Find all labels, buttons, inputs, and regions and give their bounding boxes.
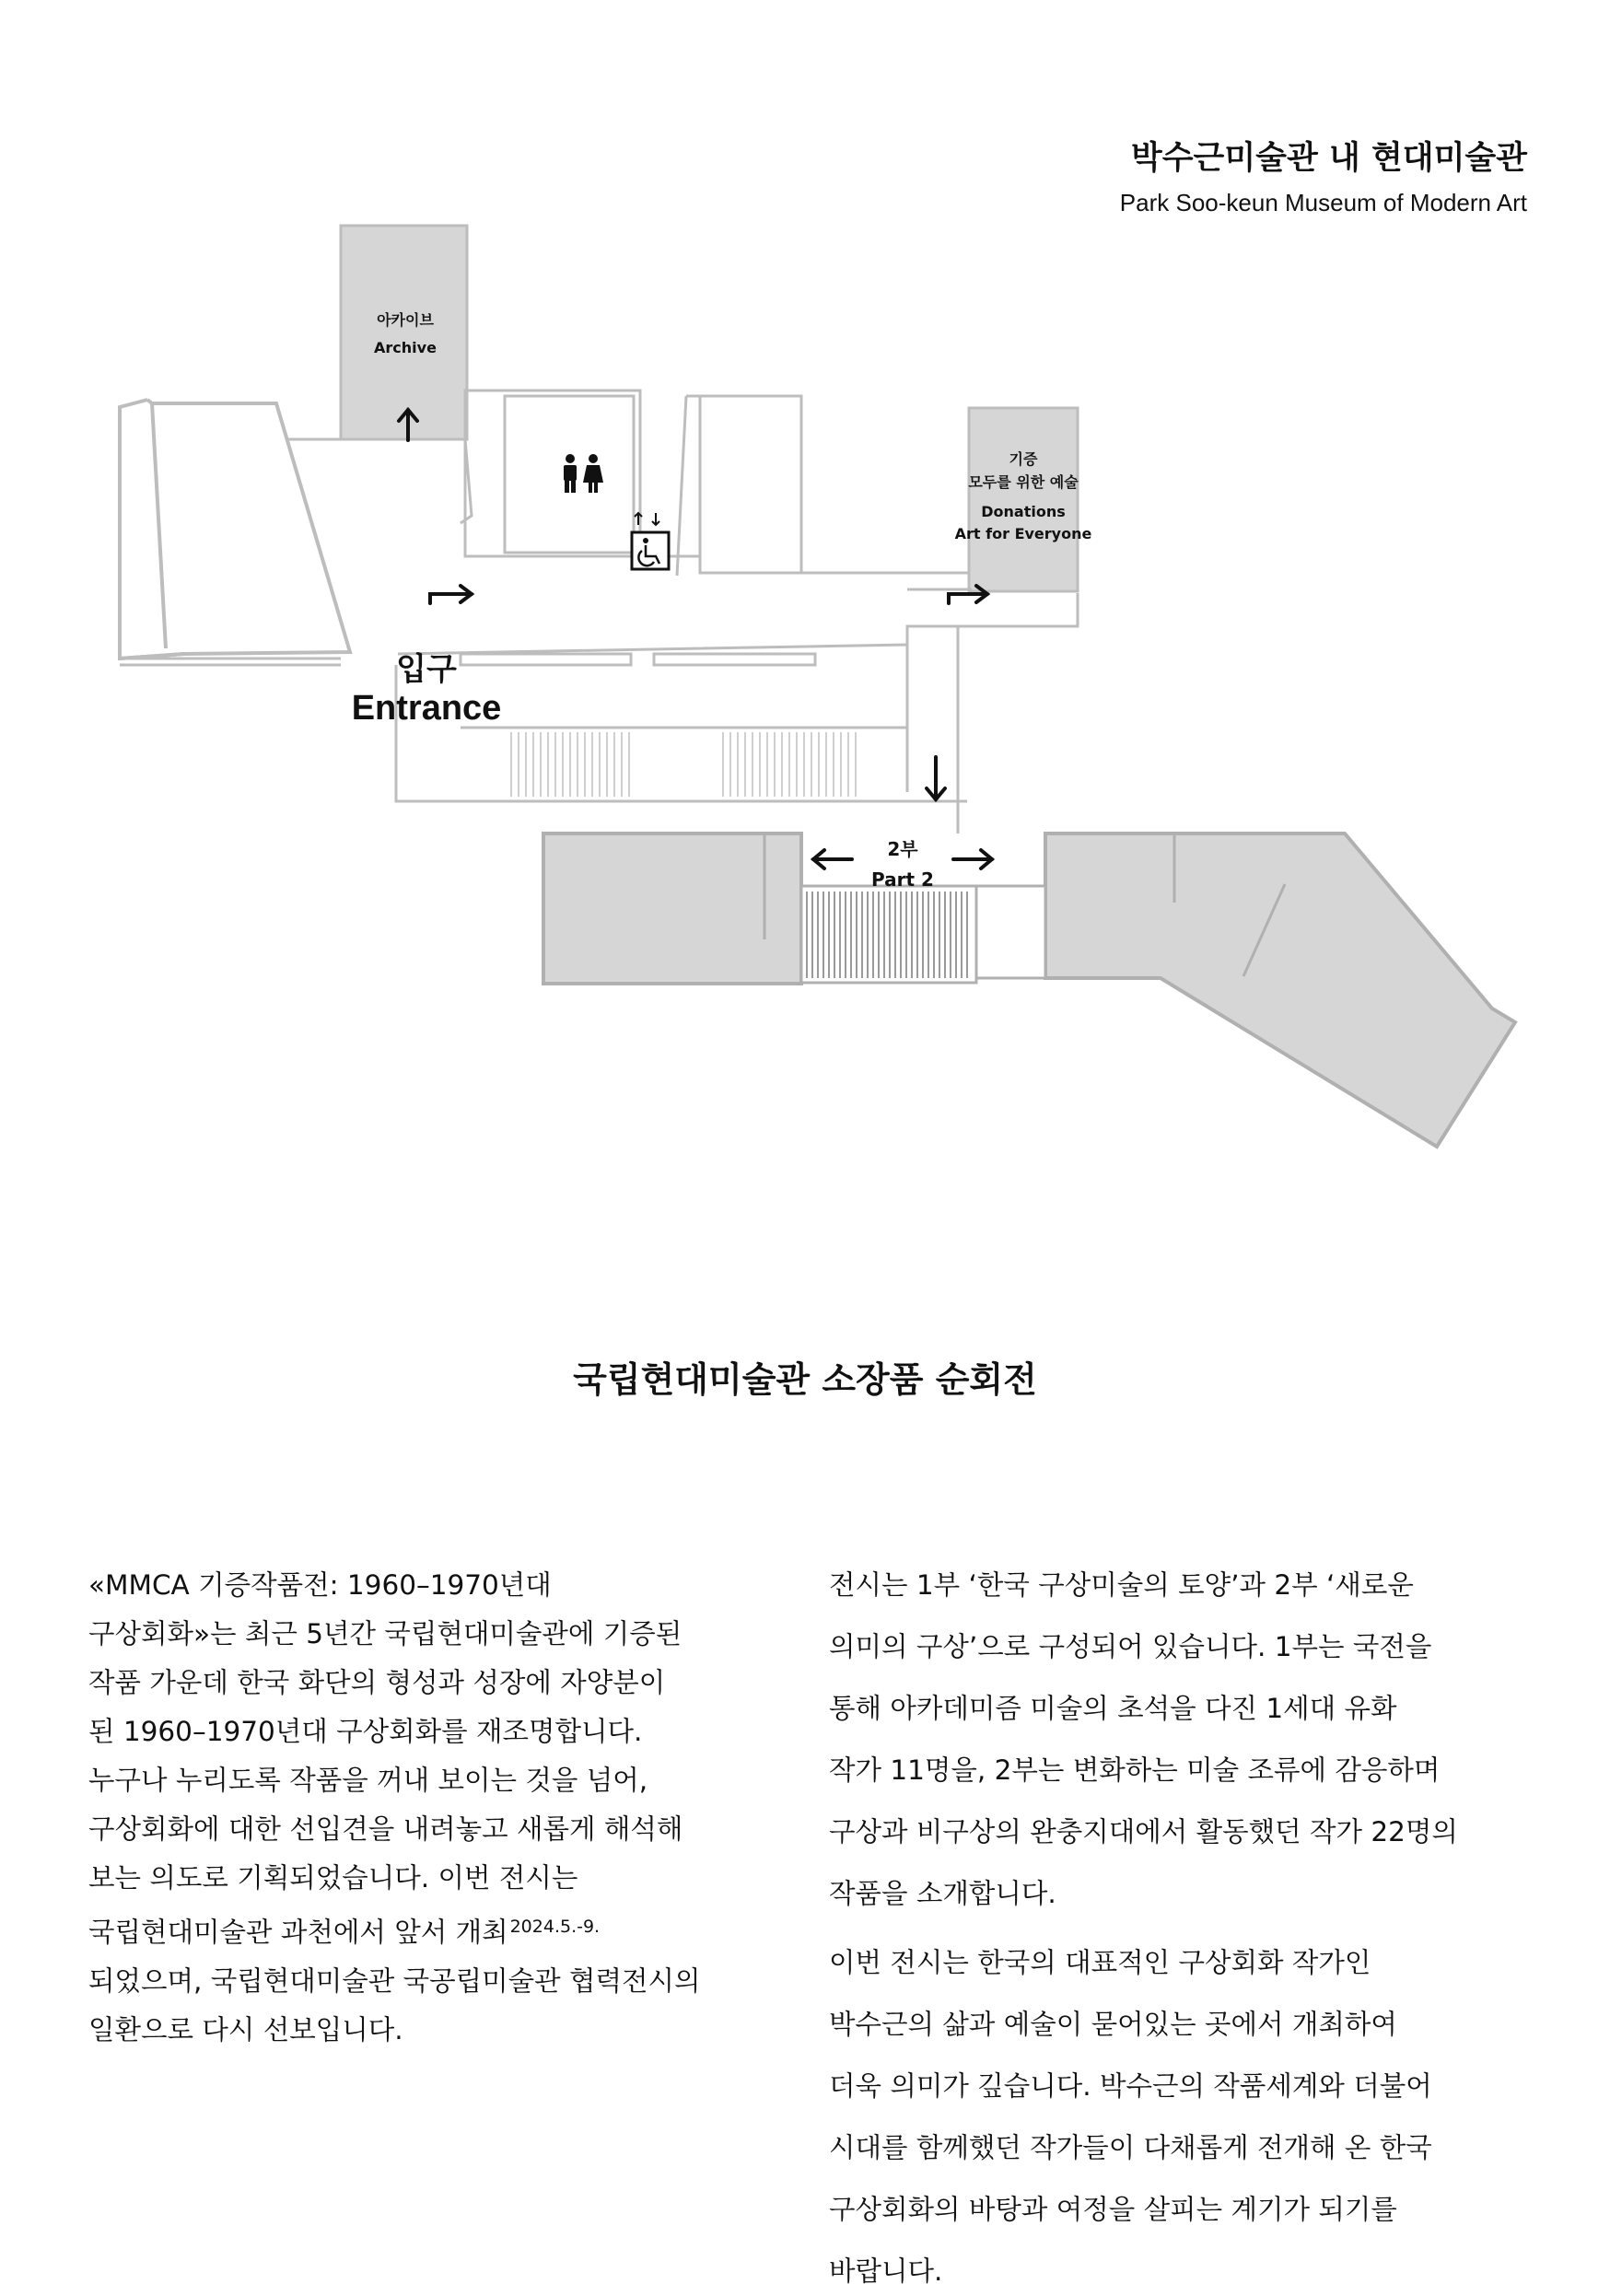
paragraph-2 [829, 1939, 1529, 2296]
arrow-left-icon [813, 850, 852, 868]
wheelchair-icon [632, 532, 669, 569]
corridor-partitions [461, 654, 815, 665]
archive-label-en: Archive [374, 339, 437, 356]
donations-label-en2: Art for Everyone [954, 525, 1092, 542]
text-line: 일환으로 다시 선보입니다. [88, 2014, 403, 2045]
date-note: 2024.5.-9. [509, 1917, 601, 1937]
text-line: 보는 의도로 기획되었습니다. 이번 전시는 [88, 1862, 578, 1894]
donations-room [969, 408, 1078, 591]
intro-text-right [829, 1561, 1529, 2296]
lower-right-gallery [1045, 833, 1515, 1147]
lower-landing [976, 886, 1045, 978]
stair-hatch-left [511, 732, 629, 797]
lower-left-gallery [543, 833, 801, 984]
restroom-icon [564, 454, 603, 493]
donations-label-en1: Donations [981, 503, 1066, 520]
archive-label-ko: 아카이브 [377, 311, 434, 329]
arrow-down-icon [927, 757, 945, 799]
section-title: 국립현대미술관 소장품 순회전 [573, 1359, 1037, 1400]
text-line: 박수근의 삶과 예술이 묻어있는 곳에서 개최하여 [829, 2009, 1397, 2040]
lower-corridor [396, 665, 967, 801]
entrance-label-en: Entrance [351, 689, 502, 728]
entrance-label-ko: 입구 [396, 651, 457, 688]
text-line: 구상회화에 대한 선입견을 내려놓고 새롭게 해석해 [88, 1813, 683, 1845]
arrow-right-part2-icon [953, 850, 992, 868]
text-line: 이번 전시는 한국의 대표적인 구상회화 작가인 [829, 1947, 1371, 1978]
text-line: «MMCA 기증작품전: 1960–1970년대 [88, 1569, 552, 1601]
donations-label-ko1: 기증 [1009, 450, 1038, 468]
text-line: 통해 아카데미즘 미술의 초석을 다진 1세대 유화 [829, 1693, 1397, 1724]
elevator-arrows-icon [635, 513, 659, 525]
intro-text-left [88, 1561, 788, 2055]
museum-title-en: Park Soo-keun Museum of Modern Art [1119, 189, 1527, 216]
archive-room [341, 226, 467, 439]
text-line: 구상과 비구상의 완충지대에서 활동했던 작가 22명의 [829, 1816, 1458, 1847]
part2-label-ko: 2부 [887, 838, 918, 860]
text-line: 된 1960–1970년대 구상회화를 재조명합니다. [88, 1716, 643, 1747]
part2-label-en: Part 2 [871, 868, 934, 891]
arrow-right-icon [430, 586, 472, 603]
text-line: 국립현대미술관 과천에서 앞서 개최 [88, 1917, 508, 1948]
museum-title-ko: 박수근미술관 내 현대미술관 [1130, 140, 1527, 177]
paragraph-1 [829, 1561, 1529, 1918]
stair-hatch-right [723, 732, 856, 797]
text-line: 바랍니다. [829, 2255, 943, 2287]
text-line: 전시는 1부 ‘한국 구상미술의 토양’과 2부 ‘새로운 [829, 1569, 1414, 1601]
text-line: 누구나 누리도록 작품을 꺼내 보이는 것을 넘어, [88, 1765, 648, 1796]
donations-label-ko2: 모두를 위한 예술 [968, 473, 1079, 491]
text-line: 되었으며, 국립현대미술관 국공립미술관 협력전시의 [88, 1965, 701, 1997]
text-line: 작품 가운데 한국 화단의 형성과 성장에 자양분이 [88, 1667, 666, 1698]
text-line: 작품을 소개합니다. [829, 1878, 1056, 1909]
text-line: 구상회화»는 최근 5년간 국립현대미술관에 기증된 [88, 1618, 682, 1649]
text-line: 의미의 구상’으로 구성되어 있습니다. 1부는 국전을 [829, 1631, 1432, 1662]
text-line: 구상회화의 바탕과 여정을 살피는 계기가 되기를 [829, 2194, 1397, 2225]
text-line: 시대를 함께했던 작가들이 다채롭게 전개해 온 한국 [829, 2132, 1432, 2163]
text-line: 작가 11명을, 2부는 변화하는 미술 조류에 감응하며 [829, 1754, 1441, 1786]
text-line: 더욱 의미가 깊습니다. 박수근의 작품세계와 더불어 [829, 2070, 1432, 2102]
text-line-with-date [88, 1903, 788, 1957]
